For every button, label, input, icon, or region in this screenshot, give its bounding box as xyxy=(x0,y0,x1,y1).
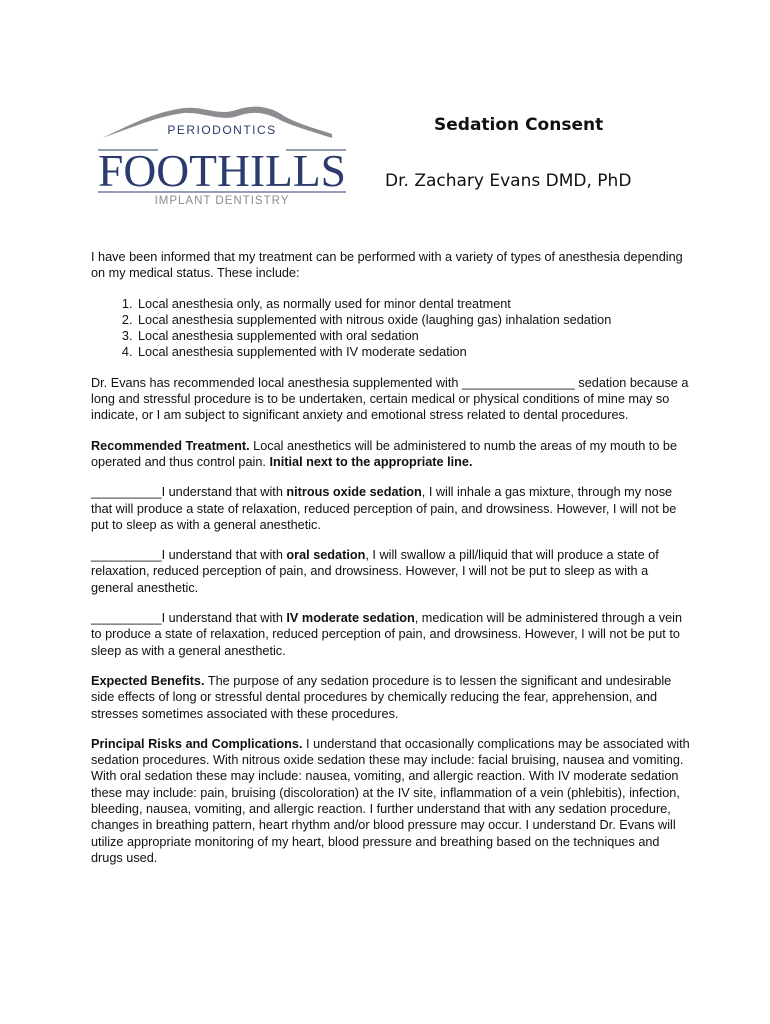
nitrous-text-pre: I understand that with xyxy=(161,485,287,500)
practice-logo xyxy=(92,98,352,208)
nitrous-consent-paragraph xyxy=(91,484,691,533)
nitrous-term: nitrous oxide sedation xyxy=(286,485,422,500)
recommended-treatment-paragraph xyxy=(91,438,691,471)
anesthesia-options-list xyxy=(91,296,691,361)
logo-foothills: FOOTHILLS xyxy=(98,145,346,196)
doctor-name: Dr. Zachary Evans DMD, PhD xyxy=(385,171,632,191)
logo-graphic xyxy=(92,98,352,208)
list-item: 2. Local anesthesia supplemented with nitrous oxide (laughing gas) inhalation sedation xyxy=(136,312,691,328)
oral-term: oral sedation xyxy=(286,548,366,563)
benefits-text: The purpose of any sedation procedure is to lessen the significant and undesirable side effects of long or stressful dental procedures by chemically reducing the fear, apprehension, and stresses sometimes associated with these procedures. xyxy=(91,673,672,721)
recommended-treatment-heading: Recommended Treatment. xyxy=(91,438,250,453)
initial-line-oral[interactable]: __________ xyxy=(91,548,162,563)
consent-body xyxy=(91,249,691,880)
list-item: 3. Local anesthesia supplemented with oral sedation xyxy=(136,328,691,344)
risks-paragraph xyxy=(91,736,691,866)
iv-text-pre: I understand that with xyxy=(161,611,287,626)
oral-consent-paragraph xyxy=(91,547,691,596)
document-title: Sedation Consent xyxy=(434,115,604,135)
initial-instruction: Initial next to the appropriate line. xyxy=(269,454,473,469)
recommended-treatment-text: Local anesthetics will be administered to numb the areas of my mouth to be operated and thus control pain. xyxy=(91,438,678,469)
list-item: 1. Local anesthesia only, as normally used for minor dental treatment xyxy=(136,296,691,312)
logo-implant-dentistry: IMPLANT DENTISTRY xyxy=(154,195,290,207)
risks-text: I understand that occasionally complications may be associated with sedation procedures. With nitrous oxide sedation these may include: facial bruising, nausea and vomiting. With oral sedation these may include: nausea, vomiting, and allergic reaction. With IV moderate sedation these may include: pain, bruising (discoloration) at the IV site, inflammation of a vein (phlebitis), infection, bleeding, nausea, vomiting, and allergic reaction. I further understand that with any sedation procedure, changes in breathing pattern, heart rhythm and/or blood pressure may occur. I understand Dr. Evans will utilize appropriate monitoring of my heart, blood pressure and breathing based on the techniques and drugs used. xyxy=(91,736,690,865)
oral-text-post: , I will swallow a pill/liquid that will produce a state of relaxation, reduced perception of pain, and drowsiness. However, I will not be put to sleep as with a general anesthetic. xyxy=(91,548,659,595)
risks-heading: Principal Risks and Complications. xyxy=(91,736,303,751)
initial-line-nitrous[interactable]: __________ xyxy=(91,485,162,500)
oral-text-pre: I understand that with xyxy=(161,548,287,563)
iv-text-post: , medication will be administered through a vein to produce a state of relaxation, reduced perception of pain, and drowsiness. However, I will not be put to sleep as with a general anesthetic. xyxy=(91,611,683,658)
nitrous-text-post: , I will inhale a gas mixture, through my nose that will produce a state of relaxation, reduced perception of pain, and drowsiness. However, I will not be put to sleep as with a general anesthetic. xyxy=(91,485,677,532)
benefits-paragraph xyxy=(91,673,691,722)
intro-paragraph: I have been informed that my treatment can be performed with a variety of types of anesthesia depending on my medical status. These include: xyxy=(91,250,683,281)
benefits-heading: Expected Benefits. xyxy=(91,673,205,688)
initial-line-iv[interactable]: __________ xyxy=(91,611,162,626)
logo-periodontics: PERIODONTICS xyxy=(167,123,277,137)
document-header xyxy=(385,115,685,191)
iv-consent-paragraph xyxy=(91,610,691,659)
recommendation-paragraph: Dr. Evans has recommended local anesthesia supplemented with ________________ sedation because a long and stressful procedure is to be undertaken, certain medical or physical conditions of mine may so indicate, or I am subject to significant anxiety and emotional stress related to dental procedures. xyxy=(91,375,689,423)
list-item: 4. Local anesthesia supplemented with IV moderate sedation xyxy=(136,344,691,360)
iv-term: IV moderate sedation xyxy=(286,611,415,626)
